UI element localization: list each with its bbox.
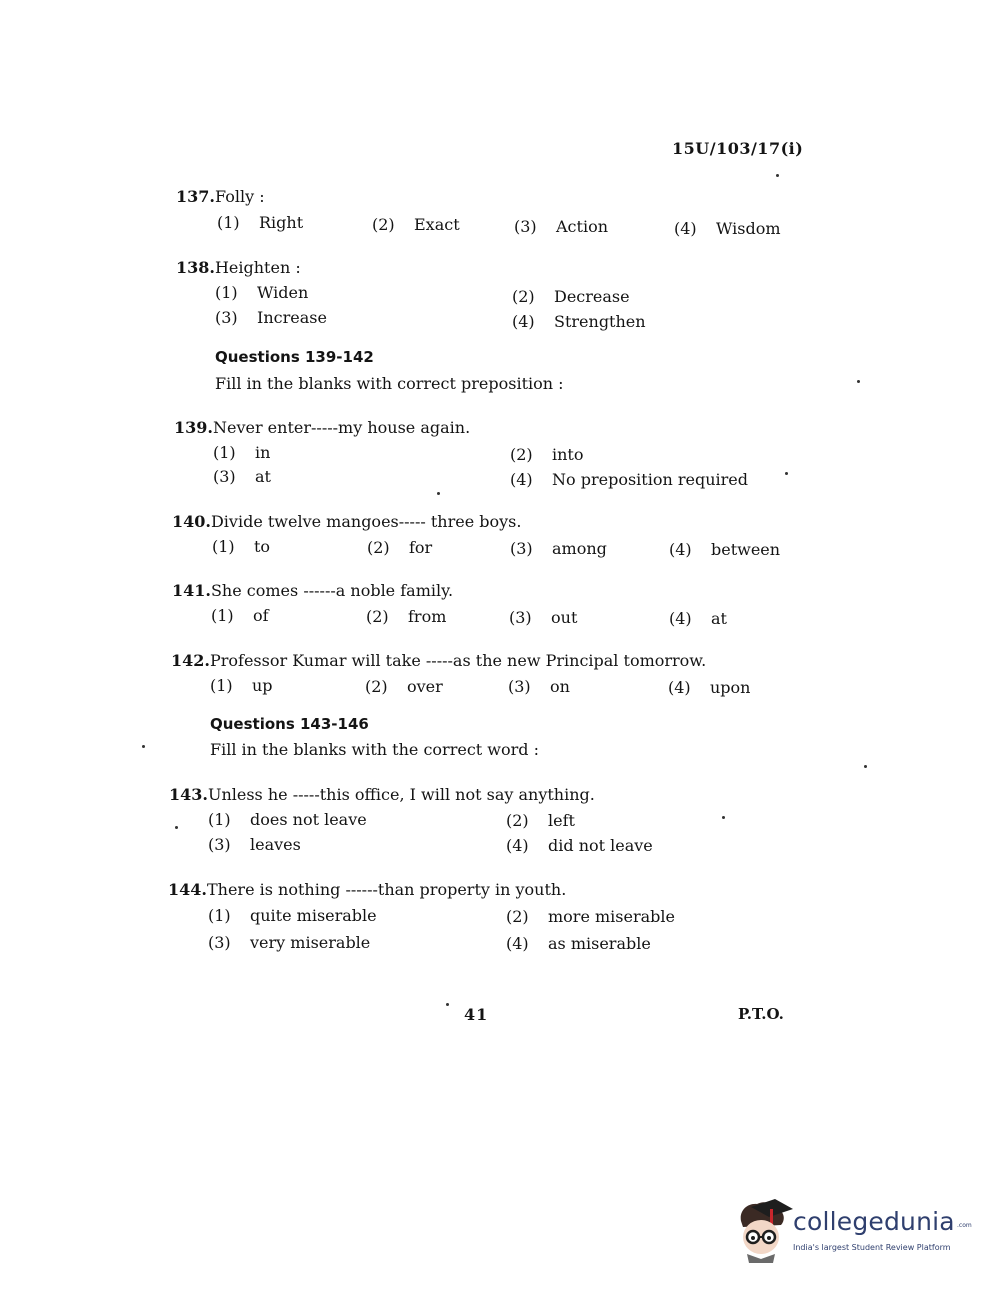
- question-144: [168, 880, 566, 899]
- option-1: (1) in: [213, 443, 271, 462]
- option-2: (2) left: [506, 811, 575, 830]
- option-3: (3) among: [510, 539, 607, 558]
- brand-tagline: India's largest Student Review Platform: [793, 1243, 951, 1252]
- scan-speck: [722, 816, 725, 819]
- question-141: [172, 581, 453, 600]
- section-instruction: Fill in the blanks with correct preposition :: [215, 374, 564, 393]
- question-number: 143.: [169, 785, 208, 804]
- question-number: 141.: [172, 581, 211, 600]
- option-1: (1) Widen: [215, 283, 309, 302]
- option-2: (2) into: [510, 445, 584, 464]
- option-1: (1) up: [210, 676, 273, 695]
- question-140: [172, 512, 521, 531]
- question-142: [171, 651, 706, 670]
- option-3: (3) Increase: [215, 308, 327, 327]
- brand-name: collegedunia: [793, 1207, 955, 1236]
- scan-speck: [446, 1003, 449, 1006]
- option-1: (1) of: [211, 606, 269, 625]
- question-137: [176, 187, 265, 206]
- scan-speck: [785, 472, 788, 475]
- question-text: Heighten :: [214, 258, 301, 277]
- option-1: (1) to: [212, 537, 271, 556]
- option-4: (4) between: [669, 540, 781, 559]
- scan-speck: [857, 380, 860, 383]
- question-number: 144.: [168, 880, 207, 899]
- option-1: (1) does not leave: [208, 810, 367, 829]
- question-139: [174, 418, 470, 437]
- option-3: (3) on: [508, 677, 570, 696]
- pto-label: P.T.O.: [738, 1005, 784, 1023]
- option-2: (2) Exact: [372, 215, 460, 234]
- question-number: 137.: [176, 187, 215, 206]
- option-3: (3) out: [509, 608, 578, 627]
- option-1: (1) quite miserable: [208, 906, 377, 925]
- option-2: (2) from: [366, 607, 447, 626]
- question-text: Never enter-----my house again.: [212, 418, 471, 437]
- option-4: (4) as miserable: [506, 934, 651, 953]
- option-2: (2) Decrease: [512, 287, 630, 306]
- scan-speck: [864, 765, 867, 768]
- question-text: Unless he -----this office, I will not say anything.: [207, 785, 595, 804]
- option-4: (4) did not leave: [506, 836, 653, 855]
- paper-code: 15U/103/17(i): [672, 139, 804, 158]
- brand-suffix: .com: [957, 1222, 972, 1229]
- collegedunia-logo: [735, 1197, 972, 1267]
- question-number: 140.: [172, 512, 211, 531]
- scan-speck: [437, 492, 440, 495]
- option-2: (2) over: [365, 677, 443, 696]
- section-heading: Questions 143-146: [210, 715, 369, 733]
- question-text: There is nothing ------than property in youth.: [206, 880, 567, 899]
- scan-speck: [142, 745, 145, 748]
- option-1: (1) Right: [217, 213, 304, 232]
- question-text: Divide twelve mangoes----- three boys.: [210, 512, 522, 531]
- page-number: 41: [464, 1005, 489, 1024]
- question-number: 139.: [174, 418, 213, 437]
- question-text: She comes ------a noble family.: [210, 581, 454, 600]
- scan-speck: [776, 174, 779, 177]
- question-138: [176, 258, 301, 277]
- option-3: (3) Action: [514, 217, 608, 236]
- section-instruction: Fill in the blanks with the correct word :: [210, 740, 539, 759]
- option-2: (2) more miserable: [506, 907, 675, 926]
- section-heading: Questions 139-142: [215, 348, 374, 366]
- option-4: (4) at: [669, 609, 727, 628]
- scan-speck: [175, 826, 178, 829]
- question-text: Professor Kumar will take -----as the new Principal tomorrow.: [209, 651, 707, 670]
- option-4: (4) No preposition required: [510, 470, 748, 489]
- question-text: Folly :: [214, 187, 265, 206]
- option-3: (3) leaves: [208, 835, 301, 854]
- option-4: (4) Strengthen: [512, 312, 646, 331]
- option-4: (4) upon: [668, 678, 751, 697]
- mascot-icon: [735, 1197, 793, 1263]
- option-2: (2) for: [367, 538, 433, 557]
- option-3: (3) at: [213, 467, 271, 486]
- option-4: (4) Wisdom: [674, 219, 781, 238]
- question-number: 138.: [176, 258, 215, 277]
- option-3: (3) very miserable: [208, 933, 371, 952]
- question-number: 142.: [171, 651, 210, 670]
- question-143: [169, 785, 595, 804]
